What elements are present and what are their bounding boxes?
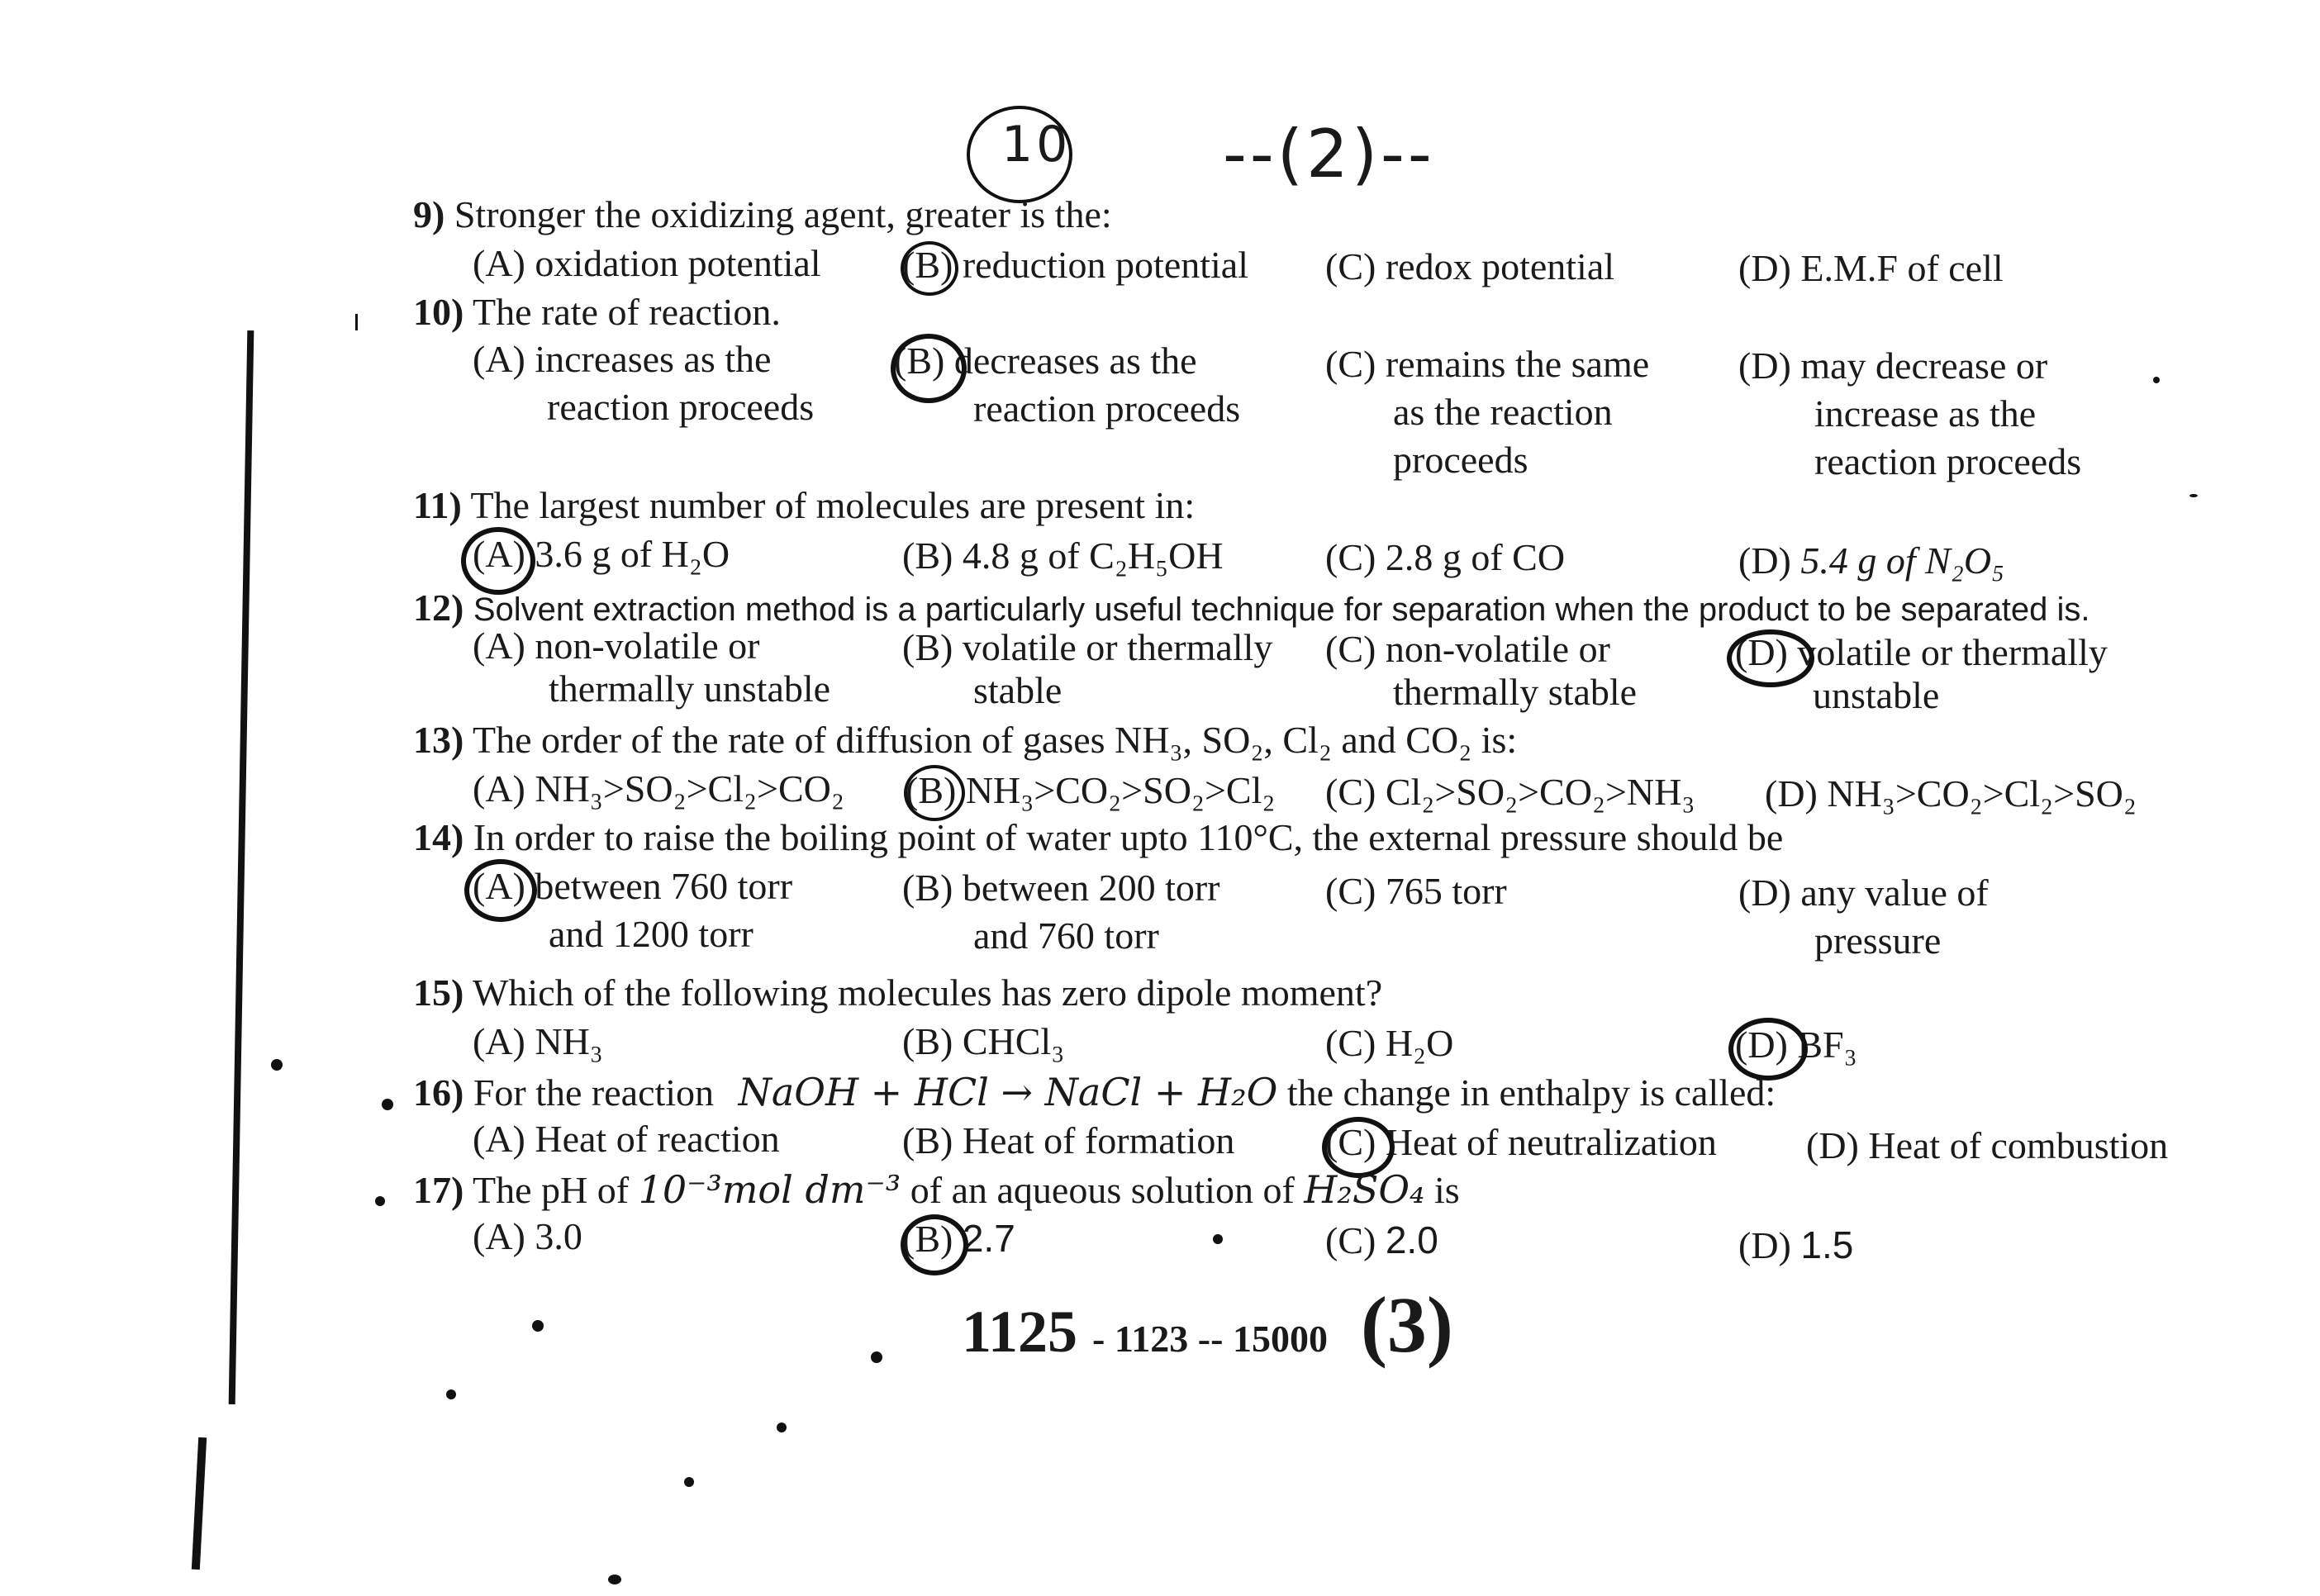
question-14	[413, 816, 1783, 859]
option-text: redox potential	[1385, 245, 1615, 287]
q14-option-a	[473, 862, 792, 958]
option-letter: (A)	[473, 865, 525, 907]
scan-edge-mark	[192, 1437, 207, 1570]
score-mark: 10	[1001, 116, 1072, 173]
question-text: For the reaction	[473, 1071, 715, 1114]
option-letter: (A)	[473, 1020, 525, 1062]
option-letter: (B)	[894, 340, 945, 382]
concentration: 10⁻³mol dm⁻³	[638, 1167, 901, 1212]
scan-edge-mark	[355, 314, 358, 330]
question-10	[413, 291, 781, 334]
q14-option-d	[1738, 869, 1989, 965]
scan-dot	[375, 1196, 385, 1206]
q13-option-c	[1325, 768, 1695, 816]
scan-dot	[382, 1099, 393, 1110]
question-number: 13)	[413, 719, 464, 761]
option-letter: (C)	[1325, 1219, 1376, 1261]
option-letter: (C)	[1325, 245, 1376, 287]
footer-code-series: - 1123 -- 15000	[1092, 1318, 1328, 1360]
q10-option-b	[894, 337, 1291, 433]
option-letter: (D)	[1738, 872, 1791, 914]
option-letter: (A)	[473, 767, 525, 810]
option-line: increase as the	[1814, 392, 2037, 435]
question-number: 15)	[413, 971, 464, 1014]
question-number: 16)	[413, 1071, 464, 1114]
page-marker: --(2)--	[1223, 116, 1435, 192]
scan-dot	[608, 1575, 621, 1584]
q16-option-a	[473, 1115, 780, 1163]
option-letter: (C)	[1325, 343, 1376, 385]
question-13	[413, 719, 1517, 762]
q17-option-d	[1738, 1221, 1853, 1270]
question-text: The rate of reaction.	[473, 291, 781, 333]
footer-paren-number: (3)	[1360, 1280, 1453, 1369]
question-text: The largest number of molecules are present in:	[470, 484, 1196, 526]
option-line: remains the same	[1385, 343, 1650, 385]
q12-option-a	[473, 625, 830, 710]
option-letter: (D)	[1738, 1224, 1791, 1266]
q10-option-c	[1325, 340, 1722, 484]
q9-option-d	[1738, 245, 2004, 292]
option-text: NH₃>SO₂>Cl₂>CO₂	[535, 767, 844, 810]
question-17	[413, 1168, 1460, 1212]
option-text: 4.8 g of C₂H₅OH	[962, 534, 1224, 577]
acid-formula: H₂SO₄	[1304, 1167, 1425, 1212]
option-text: Heat of reaction	[535, 1118, 780, 1160]
q17-option-a	[473, 1213, 582, 1261]
q13-option-b	[906, 767, 1275, 815]
scan-dot	[777, 1423, 787, 1432]
q15-option-a	[473, 1018, 603, 1066]
option-letter: (D)	[1735, 1024, 1788, 1066]
option-text: 2.0	[1385, 1218, 1438, 1261]
option-text: 2.7	[962, 1217, 1015, 1260]
question-16	[413, 1071, 1776, 1114]
question-11	[413, 484, 1195, 527]
option-text: NH₃	[535, 1020, 603, 1062]
option-text: Heat of combustion	[1868, 1124, 2169, 1166]
question-text: is	[1434, 1169, 1460, 1211]
option-letter: (D)	[1738, 247, 1791, 289]
option-text: 3.0	[535, 1215, 582, 1257]
scan-dot	[1213, 1234, 1223, 1244]
question-number: 10)	[413, 291, 464, 333]
question-15	[413, 971, 1382, 1014]
scan-dot	[271, 1059, 283, 1071]
question-text: the change in enthalpy is called:	[1286, 1071, 1776, 1114]
option-text: CHCl₃	[962, 1020, 1065, 1062]
option-text: BF₃	[1797, 1024, 1857, 1066]
option-line: pressure	[1814, 919, 1942, 962]
option-letter: (A)	[473, 242, 525, 284]
question-text: The pH of	[473, 1169, 630, 1211]
q9-option-a	[473, 240, 821, 287]
option-line: volatile or thermally	[1797, 631, 2108, 673]
option-letter: (D)	[1738, 344, 1791, 387]
option-line: any value of	[1800, 872, 1989, 914]
q14-option-b	[902, 864, 1220, 960]
option-line: between 760 torr	[535, 865, 793, 907]
scan-dot	[2189, 494, 2198, 497]
option-line: reaction proceeds	[973, 387, 1241, 430]
question-text: Solvent extraction method is a particularly useful technique for separation when the product to be separated is.	[473, 591, 2090, 628]
option-line: stable	[973, 669, 1063, 711]
option-letter: (B)	[902, 1218, 953, 1260]
q11-option-c	[1325, 534, 1565, 582]
option-text: oxidation potential	[535, 242, 821, 284]
option-line: increases as the	[535, 338, 772, 380]
question-number: 12)	[413, 587, 464, 629]
q11-option-a	[473, 530, 730, 578]
q16-option-b	[902, 1117, 1234, 1165]
q13-option-a	[473, 765, 844, 813]
option-line: proceeds	[1393, 439, 1528, 481]
option-letter: (A)	[473, 1118, 525, 1160]
question-number: 17)	[413, 1169, 464, 1211]
q12-option-b	[902, 626, 1272, 712]
option-letter: (C)	[1325, 771, 1376, 813]
option-line: between 200 torr	[962, 867, 1220, 909]
q10-option-a	[473, 335, 853, 431]
q16-option-c	[1325, 1119, 1717, 1166]
option-line: volatile or thermally	[962, 626, 1273, 668]
q10-option-d	[1738, 342, 2135, 486]
scan-dot	[871, 1351, 882, 1363]
option-letter: (B)	[902, 1020, 953, 1062]
option-line: may decrease or	[1800, 344, 2048, 387]
q13-option-d	[1765, 770, 2137, 818]
q12-option-c	[1325, 628, 1637, 714]
option-text: reduction potential	[962, 244, 1248, 286]
option-line: and 760 torr	[973, 914, 1159, 957]
option-text: H₂O	[1385, 1022, 1454, 1064]
question-number: 11)	[413, 484, 462, 526]
option-letter: (B)	[906, 769, 957, 811]
scan-dot	[684, 1477, 694, 1487]
option-letter: (C)	[1325, 628, 1376, 670]
option-text: E.M.F of cell	[1800, 247, 2004, 289]
option-line: reaction proceeds	[547, 386, 815, 428]
option-letter: (B)	[902, 867, 953, 909]
q15-option-d	[1735, 1021, 1857, 1069]
q12-option-d	[1735, 631, 2108, 717]
question-number: 14)	[413, 816, 464, 858]
question-text: In order to raise the boiling point of water upto 110°C, the external pressure should be	[473, 816, 1784, 858]
option-letter: (C)	[1325, 1022, 1376, 1064]
option-letter: (A)	[473, 1215, 525, 1257]
option-letter: (C)	[1325, 1121, 1376, 1163]
option-line: and 1200 torr	[549, 913, 754, 955]
option-letter: (D)	[1738, 539, 1791, 582]
option-letter: (D)	[1806, 1124, 1859, 1166]
q14-option-c	[1325, 867, 1507, 915]
option-letter: (B)	[902, 244, 953, 286]
option-line: reaction proceeds	[1814, 440, 2082, 482]
scan-dot	[446, 1389, 456, 1399]
reaction-equation: NaOH + HCl → NaCl + H₂O	[738, 1070, 1278, 1114]
q16-option-d	[1806, 1122, 2168, 1170]
scan-edge-mark	[229, 330, 254, 1404]
option-letter: (B)	[902, 626, 953, 668]
option-letter: (B)	[902, 1119, 953, 1161]
option-line: thermally stable	[1393, 671, 1638, 713]
question-text: Which of the following molecules has zero dipole moment?	[473, 971, 1383, 1014]
scan-dot	[2153, 377, 2160, 383]
q15-option-b	[902, 1018, 1064, 1066]
option-line: unstable	[1813, 674, 1940, 716]
option-text: Heat of formation	[962, 1119, 1235, 1161]
option-text: Cl₂>SO₂>CO₂>NH₃	[1385, 771, 1695, 813]
q17-option-c	[1325, 1216, 1438, 1265]
option-text: 2.8 g of CO	[1385, 536, 1566, 578]
option-letter: (B)	[902, 534, 953, 577]
option-text: 1.5	[1800, 1223, 1854, 1266]
option-line: decreases as the	[953, 340, 1197, 382]
q9-option-c	[1325, 243, 1614, 291]
q11-option-d	[1738, 537, 2004, 585]
option-text: Heat of neutralization	[1385, 1121, 1717, 1163]
option-letter: (A)	[473, 338, 525, 380]
option-text: 5.4 g of N₂O₅	[1800, 539, 2005, 582]
option-line: thermally unstable	[549, 667, 831, 710]
option-letter: (D)	[1735, 631, 1788, 673]
option-line: as the reaction	[1393, 391, 1613, 433]
option-letter: (C)	[1325, 536, 1376, 578]
question-number: 9)	[413, 193, 445, 235]
question-9	[413, 193, 1112, 236]
option-text: NH₃>CO₂>Cl₂>SO₂	[1827, 772, 2137, 815]
q17-option-b	[902, 1214, 1015, 1263]
footer-code-main: 1125	[962, 1299, 1078, 1365]
option-line: non-volatile or	[535, 625, 760, 667]
option-letter: (C)	[1325, 870, 1376, 912]
option-text: 765 torr	[1385, 870, 1507, 912]
footer-code	[962, 1279, 1453, 1370]
question-text: Stronger the oxidizing agent, greater is the:	[454, 193, 1112, 235]
option-text: 3.6 g of H₂O	[535, 533, 730, 575]
option-letter: (A)	[473, 533, 525, 575]
scan-dot	[532, 1320, 544, 1332]
question-text: of an aqueous solution of	[910, 1169, 1295, 1211]
option-text: NH₃>CO₂>SO₂>Cl₂	[965, 769, 1276, 811]
option-line: non-volatile or	[1385, 628, 1610, 670]
question-text: The order of the rate of diffusion of gases NH₃, SO₂, Cl₂ and CO₂ is:	[473, 719, 1518, 761]
q11-option-b	[902, 532, 1224, 580]
q9-option-b	[902, 241, 1248, 289]
option-letter: (D)	[1765, 772, 1818, 815]
option-letter: (A)	[473, 625, 525, 667]
q15-option-c	[1325, 1019, 1453, 1067]
